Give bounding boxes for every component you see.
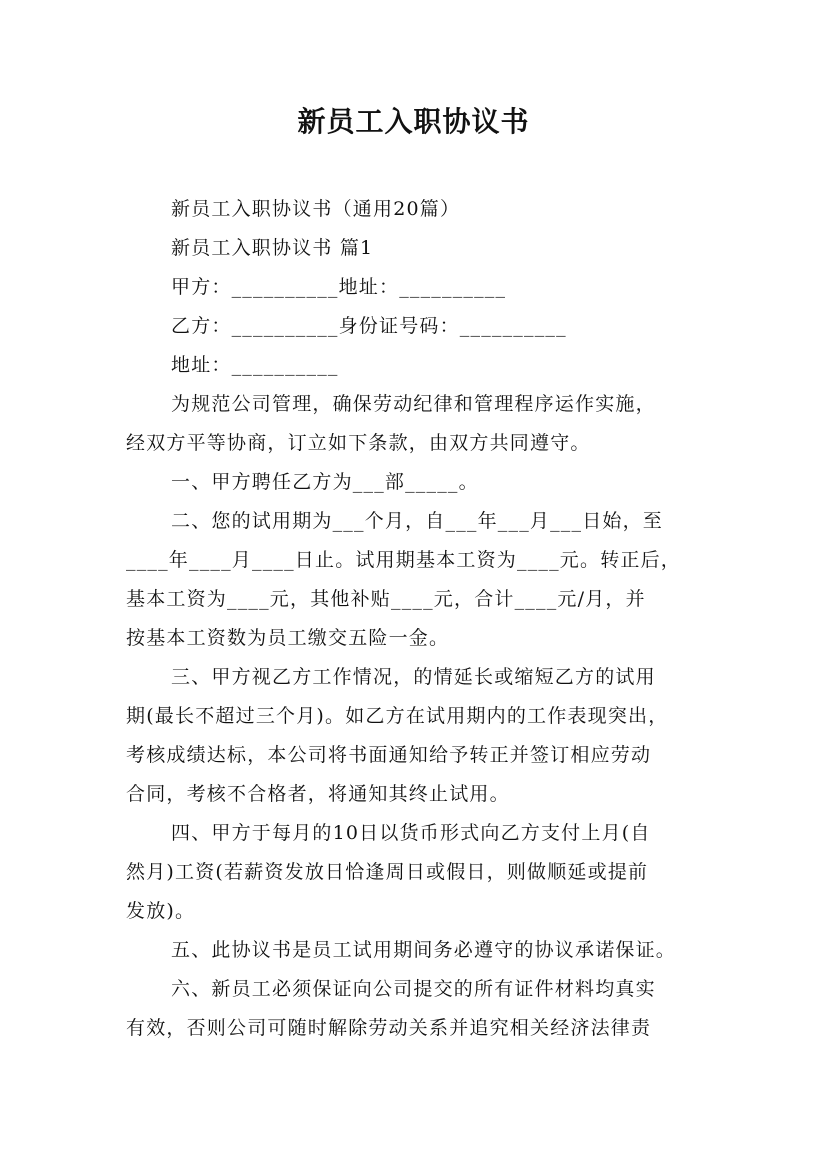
subtitle-line: 新员工入职协议书（通用20篇） [171,198,461,220]
paragraph-line: 有效，否则公司可随时解除劳动关系并追究相关经济法律责 [126,1017,652,1039]
paragraph-line: 然月)工资(若薪资发放日恰逢周日或假日，则做顺延或提前 [126,861,649,883]
paragraph-line: 基本工资为____元，其他补贴____元，合计____元/月，并 [126,588,646,610]
paragraph-line: ____年____月____日止。试用期基本工资为____元。转正后， [126,549,682,571]
paragraph-line: 二、您的试用期为___个月，自___年___月___日始，至 [171,510,664,532]
party-b-line: 乙方：__________身份证号码：__________ [171,315,567,337]
document-title: 新员工入职协议书 [297,105,530,138]
address-line: 地址：__________ [171,354,339,376]
paragraph-intro [126,385,706,463]
paragraph-line: 三、甲方视乙方工作情况，的情延长或缩短乙方的试用 [171,666,656,688]
paragraph-line: 合同，考核不合格者，将通知其终止试用。 [126,783,510,805]
paragraph-clause-4 [126,814,706,931]
paragraph-line: 五、此协议书是员工试用期间务必遵守的协议承诺保证。 [171,939,677,961]
paragraph-clause-3 [126,658,706,814]
paragraph-line: 四、甲方于每月的10日以货币形式向乙方支付上月(自 [171,822,651,844]
paragraph-clause-5 [126,931,706,970]
paragraph-line: 按基本工资数为员工缴交五险一金。 [126,627,450,649]
paragraph-clause-6 [126,970,706,1048]
paragraph-line: 发放)。 [126,900,196,922]
paragraph-line: 经双方平等协商，订立如下条款，由双方共同遵守。 [126,432,591,454]
paragraph-line: 六、新员工必须保证向公司提交的所有证件材料均真实 [171,978,656,1000]
paragraph-line: 一、甲方聘任乙方为___部_____。 [171,471,479,493]
paragraph-line: 为规范公司管理，确保劳动纪律和管理程序运作实施， [171,393,656,415]
chapter-heading: 新员工入职协议书 篇1 [171,237,374,259]
party-a-line: 甲方：__________地址：__________ [171,276,507,298]
paragraph-clause-1 [126,463,706,502]
paragraph-clause-2 [126,502,706,658]
document-body [126,190,706,1048]
paragraph-line: 期(最长不超过三个月)。如乙方在试用期内的工作表现突出， [126,705,669,727]
paragraph-line: 考核成绩达标，本公司将书面通知给予转正并签订相应劳动 [126,744,652,766]
